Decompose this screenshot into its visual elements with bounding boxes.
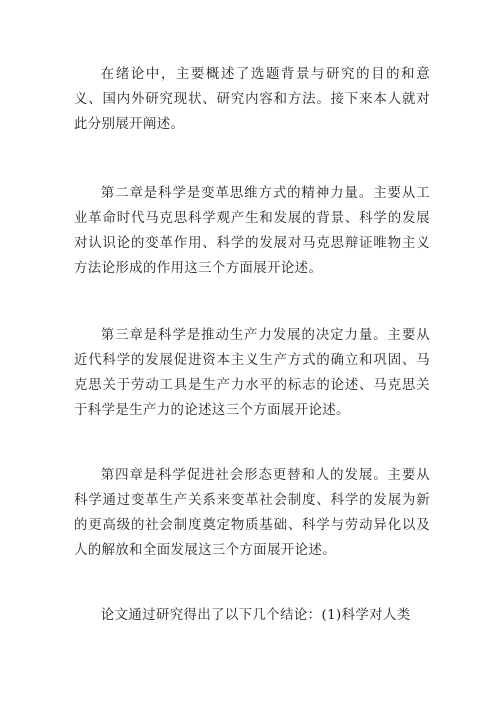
- paragraph-chapter-two: 第二章是科学是变革思维方式的精神力量。主要从工业革命时代马克思科学观产生和发展的背景、科学的发展对认识论的变革作用、科学的发展对马克思辩证唯物主义方法论形成的作用这三个方面展开论述。: [74, 186, 430, 276]
- paragraph-introduction-summary: 在绪论中，主要概述了选题背景与研究的目的和意义、国内外研究现状、研究内容和方法。接下来本人就对此分别展开阐述。: [74, 67, 430, 132]
- paragraph-conclusions: 论文通过研究得出了以下几个结论：(1)科学对人类: [100, 608, 411, 623]
- paragraph-chapter-three: 第三章是科学是推动生产力发展的决定力量。主要从近代科学的发展促进资本主义生产方式的确立和巩固、马克思关于劳动工具是生产力水平的标志的论述、马克思关于科学是生产力的论述这三个方面展开论述。: [74, 328, 430, 418]
- paragraph-chapter-four: 第四章是科学促进社会形态更替和人的发展。主要从科学通过变革生产关系来变革社会制度、科学的发展为新的更高级的社会制度奠定物质基础、科学与劳动异化以及人的解放和全面发展这三个方面展开论述。: [74, 468, 430, 558]
